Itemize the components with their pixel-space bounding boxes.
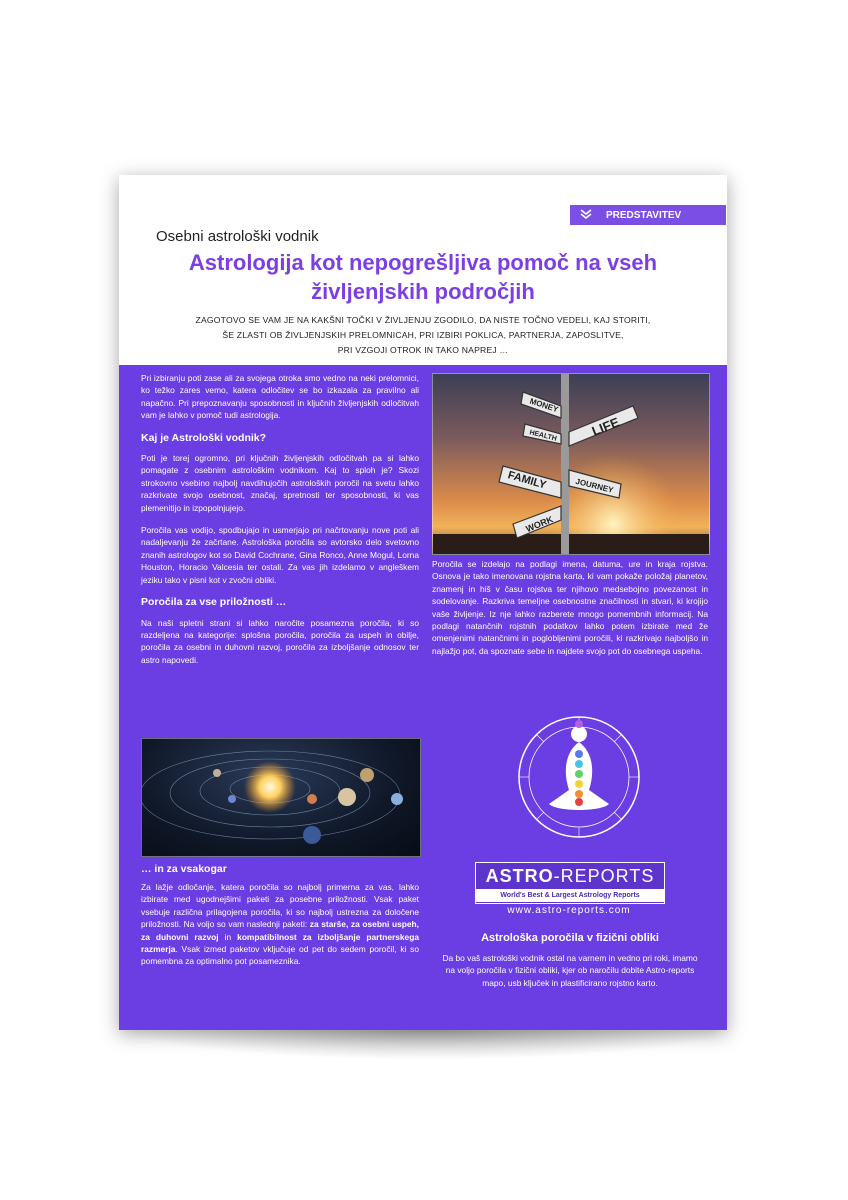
double-chevron-icon [580, 209, 592, 222]
paragraph-authors: Poročila vas vodijo, spodbujajo in usmerjajo pri načrtovanju nove poti ali nadaljevanju že začrtane. Astrološka poročila so avtorsko delo svetovno znanih astrologov kot so David Cochrane, Gina Ronco, Anne Mogul, Lorna Houston, Horacio Valcesia ter ostali. Za vas jih izdelamo v angleškem jeziku tako v pisni kot v zvočni obliki. [141, 525, 419, 585]
kicker: Osebni astrološki vodnik [156, 228, 319, 245]
subtitle-line-2: ŠE ZLASTI OB ŽIVLJENJSKIH PRELOMNICAH, PRI IZBIRI POKLICA, PARTNERJA, ZAPOSLITVE, [222, 330, 624, 340]
solar-system-photo [141, 738, 421, 857]
paragraph-packages [141, 881, 419, 968]
left-column [141, 372, 419, 676]
title-line-1: Astrologija kot nepogrešljiva pomoč na vseh [188, 250, 658, 275]
sign-health: HEALTH [528, 429, 558, 443]
paragraph-physical-reports: Da bo vaš astrološki vodnik ostal na varnem in vedno pri roki, imamo na voljo poročila v fizični obliki, kjer ob naročilu dobite Astro-reports mapo, usb ključek in plastificirano rojstno karto. [442, 953, 698, 988]
astro-reports-logo [475, 862, 665, 904]
sign-work: WORK [524, 514, 555, 535]
title-line-2: življenjskih področjih [311, 279, 535, 304]
packages-bold-1: za starše, za osebni uspeh, za duhovni razvoj [141, 919, 420, 942]
brand-url[interactable]: www.astro-reports.com [507, 905, 631, 916]
sign-money: MONEY [528, 396, 560, 415]
section-tag-label: PREDSTAVITEV [606, 209, 682, 221]
heading-for-everyone: … in za vsakogar [141, 863, 227, 875]
zodiac-meditation-emblem [479, 712, 679, 842]
page-title [139, 248, 707, 306]
right-column [432, 558, 708, 667]
brand-name-a: ASTRO [485, 866, 554, 886]
brand-tagline: World's Best & Largest Astrology Reports [476, 889, 664, 902]
intro-paragraph: Pri izbiranju poti zase ali za svojega otroka smo vedno na neki prelomnici, ko težko zares vemo, katera odločitev se bo izkazala za pravilno ali napačno. Pri prepoznavanju sposobnosti in ključnih življenjskih odločitvah vam je lahko v pomoč tudi astrologija. [141, 373, 419, 421]
left-column-bottom [141, 881, 419, 978]
sign-journey: JOURNEY [574, 476, 615, 495]
section-tag [570, 205, 726, 225]
subtitle-line-1: ZAGOTOVO SE VAM JE NA KAKŠNI TOČKI V ŽIVLJENJU ZGODILO, DA NISTE TOČNO VEDELI, KAJ STORITI, [195, 315, 651, 325]
heading-what-is: Kaj je Astrološki vodnik? [141, 431, 267, 444]
packages-text-c: . Vsak izmed paketov vključuje od pet do sedem poročil, ki so pomembna za optimalno pot posameznika. [141, 944, 419, 967]
brand-name [476, 866, 664, 887]
paragraph-what-is: Poti je torej ogromno, pri ključnih življenjskih odločitvah pa si lahko pomagate z osebnim astrološkim vodnikom. Kaj to sploh je? Skozi strokovno vsebino najbolj navdihujočih astroloških poročil na svetu lahko razkrivate svojo osebnost, značaj, spretnosti ter sposobnosti, ki vas plemenitijo in izpopolnjujejo. [141, 453, 419, 513]
signpost-photo [432, 373, 710, 555]
subtitle-line-3: PRI VZGOJI OTROK IN TAKO NAPREJ … [337, 345, 509, 355]
packages-text-b: in [218, 931, 238, 942]
heading-physical-reports: Astrološka poročila v fizični obliki [481, 932, 659, 944]
paragraph-categories: Na naši spletni strani si lahko naročite posamezna poročila, ki so razdeljena na kategorije: splošna poročila, poročila za uspeh in obilje, poročila za osebni in duhovni razvoj, poročila za izboljšanje odnosov ter astro napovedi. [141, 617, 419, 665]
paragraph-birth-chart: Poročila se izdelajo na podlagi imena, datuma, ure in kraja rojstva. Osnova je tako imenovana rojstna karta, ki vam pokaže položaj planetov, znamenj in hiš v času rojstva ter njihovo medsebojno povezanost in sodelovanje. Razkriva temeljne osebnostne značilnosti in stvari, ki krojijo vaše življenje. Iz nje lahko razberete mnogo pomembnih informacij. Na podlagi natančnih rojstnih podatkov lahko potem izbirate med že omenjenimi natančnimi in poglobljenimi poročili, ki razkrivajo najboljšo in najlažjo pot, da spoznate sebe in najdete svojo pot do osebnega uspeha. [432, 559, 708, 656]
header-band [119, 175, 727, 365]
brand-name-b: -REPORTS [553, 866, 655, 886]
packages-text-a: Za lažje odločanje, katera poročila so najbolj primerna za vas, lahko izbirate med ugodnejšimi paketi za posebne priložnosti. Vsak paket vsebuje različna prilagojena poročila, ki so najbolj ustrezna za določene priložnosti. Na voljo so vam naslednji paketi: [141, 882, 419, 930]
sign-life: LIFE [589, 414, 622, 439]
heading-all-occasions: Poročila za vse priložnosti … [141, 596, 287, 609]
brochure-page [119, 175, 727, 1030]
packages-bold-2: kompatibilnost za izboljšanje partnerskega razmerja [141, 931, 419, 955]
sign-family: FAMILY [506, 469, 548, 492]
subtitle [139, 313, 707, 358]
